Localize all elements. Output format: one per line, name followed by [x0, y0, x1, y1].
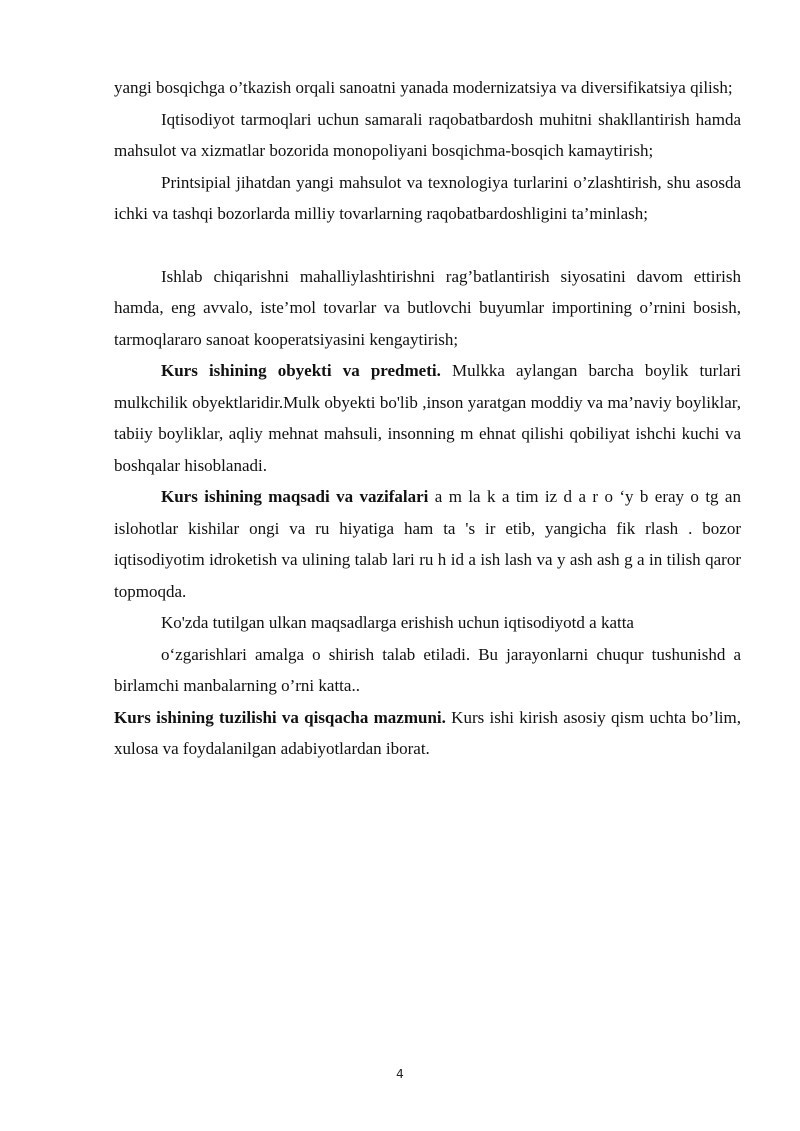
paragraph-text: Ishlab chiqarishni mahalliylashtirishni rag’batlantirish siyosatini davom ettirish hamda, eng avvalo, iste’mol tovarlar va butlovchi buyumlar importining o’rnini bosish, tarmoqlararo sanoat kooperatsiyasini kengaytirish;: [114, 266, 741, 349]
paragraph: [114, 261, 741, 356]
paragraph-text: Iqtisodiyot tarmoqlari uchun samarali raqobatbardosh muhitni shakllantirish hamda mahsulot va xizmatlar bozorida monopoliyani bosqichma-bosqich kamaytirish;: [114, 109, 741, 160]
paragraph-text: o‘zgarishlari amalga o shirish talab etiladi. Bu jarayonlarni chuqur tushunishd a birlamchi manbalarning o’rni katta..: [114, 644, 741, 695]
paragraph: [114, 104, 741, 167]
paragraph: [114, 72, 741, 104]
paragraph: [114, 167, 741, 230]
paragraph: [114, 355, 741, 481]
paragraph: [114, 702, 741, 765]
paragraph: [114, 639, 741, 702]
paragraph: [114, 481, 741, 607]
page-number: 4: [396, 1067, 404, 1081]
paragraph-text: a m la k a tim iz d a r o ‘y b eray o tg an islohotlar kishilar ongi va ru hiyatiga ham ta 's ir etib, yangicha fik rlash . bozor iqtisodiyotim idroketish va ulining talab lari ru h id a ish lash va y ash ash g a in tilish qaror topmoqda.: [114, 487, 741, 601]
paragraph-text: Mulkka aylangan barcha boylik turlari mulkchilik obyektlaridir.Mulk obyekti bo'lib ,inson yaratgan moddiy va ma’naviy boyliklar, tabiiy boyliklar, aqliy mehnat mahsuli, insonning m ehnat qilishi qobiliyat ishchi kuchi va boshqalar hisoblanadi.: [114, 361, 741, 475]
section-heading: Kurs ishining tuzilishi va qisqacha mazmuni.: [114, 707, 446, 727]
paragraph-text: Printsipial jihatdan yangi mahsulot va texnologiya turlarini o’zlashtirish, shu asosda ichki va tashqi bozorlarda milliy tovarlarning raqobatbardoshligini ta’minlash;: [114, 172, 741, 223]
paragraph-text: Kurs ishi kirish asosiy qism uchta bo’lim, xulosa va foydalanilgan adabiyotlardan iborat.: [114, 707, 741, 758]
paragraph-text: yangi bosqichga o’tkazish orqali sanoatni yanada modernizatsiya va diversifikatsiya qilish;: [114, 78, 733, 97]
section-heading: Kurs ishining obyekti va predmeti.: [161, 361, 441, 380]
document-body: [114, 72, 741, 765]
paragraph-text: Ko'zda tutilgan ulkan maqsadlarga erishish uchun iqtisodiyotd a katta: [161, 613, 634, 632]
section-heading: Kurs ishining maqsadi va vazifalari: [161, 487, 429, 506]
paragraph: [114, 607, 741, 639]
